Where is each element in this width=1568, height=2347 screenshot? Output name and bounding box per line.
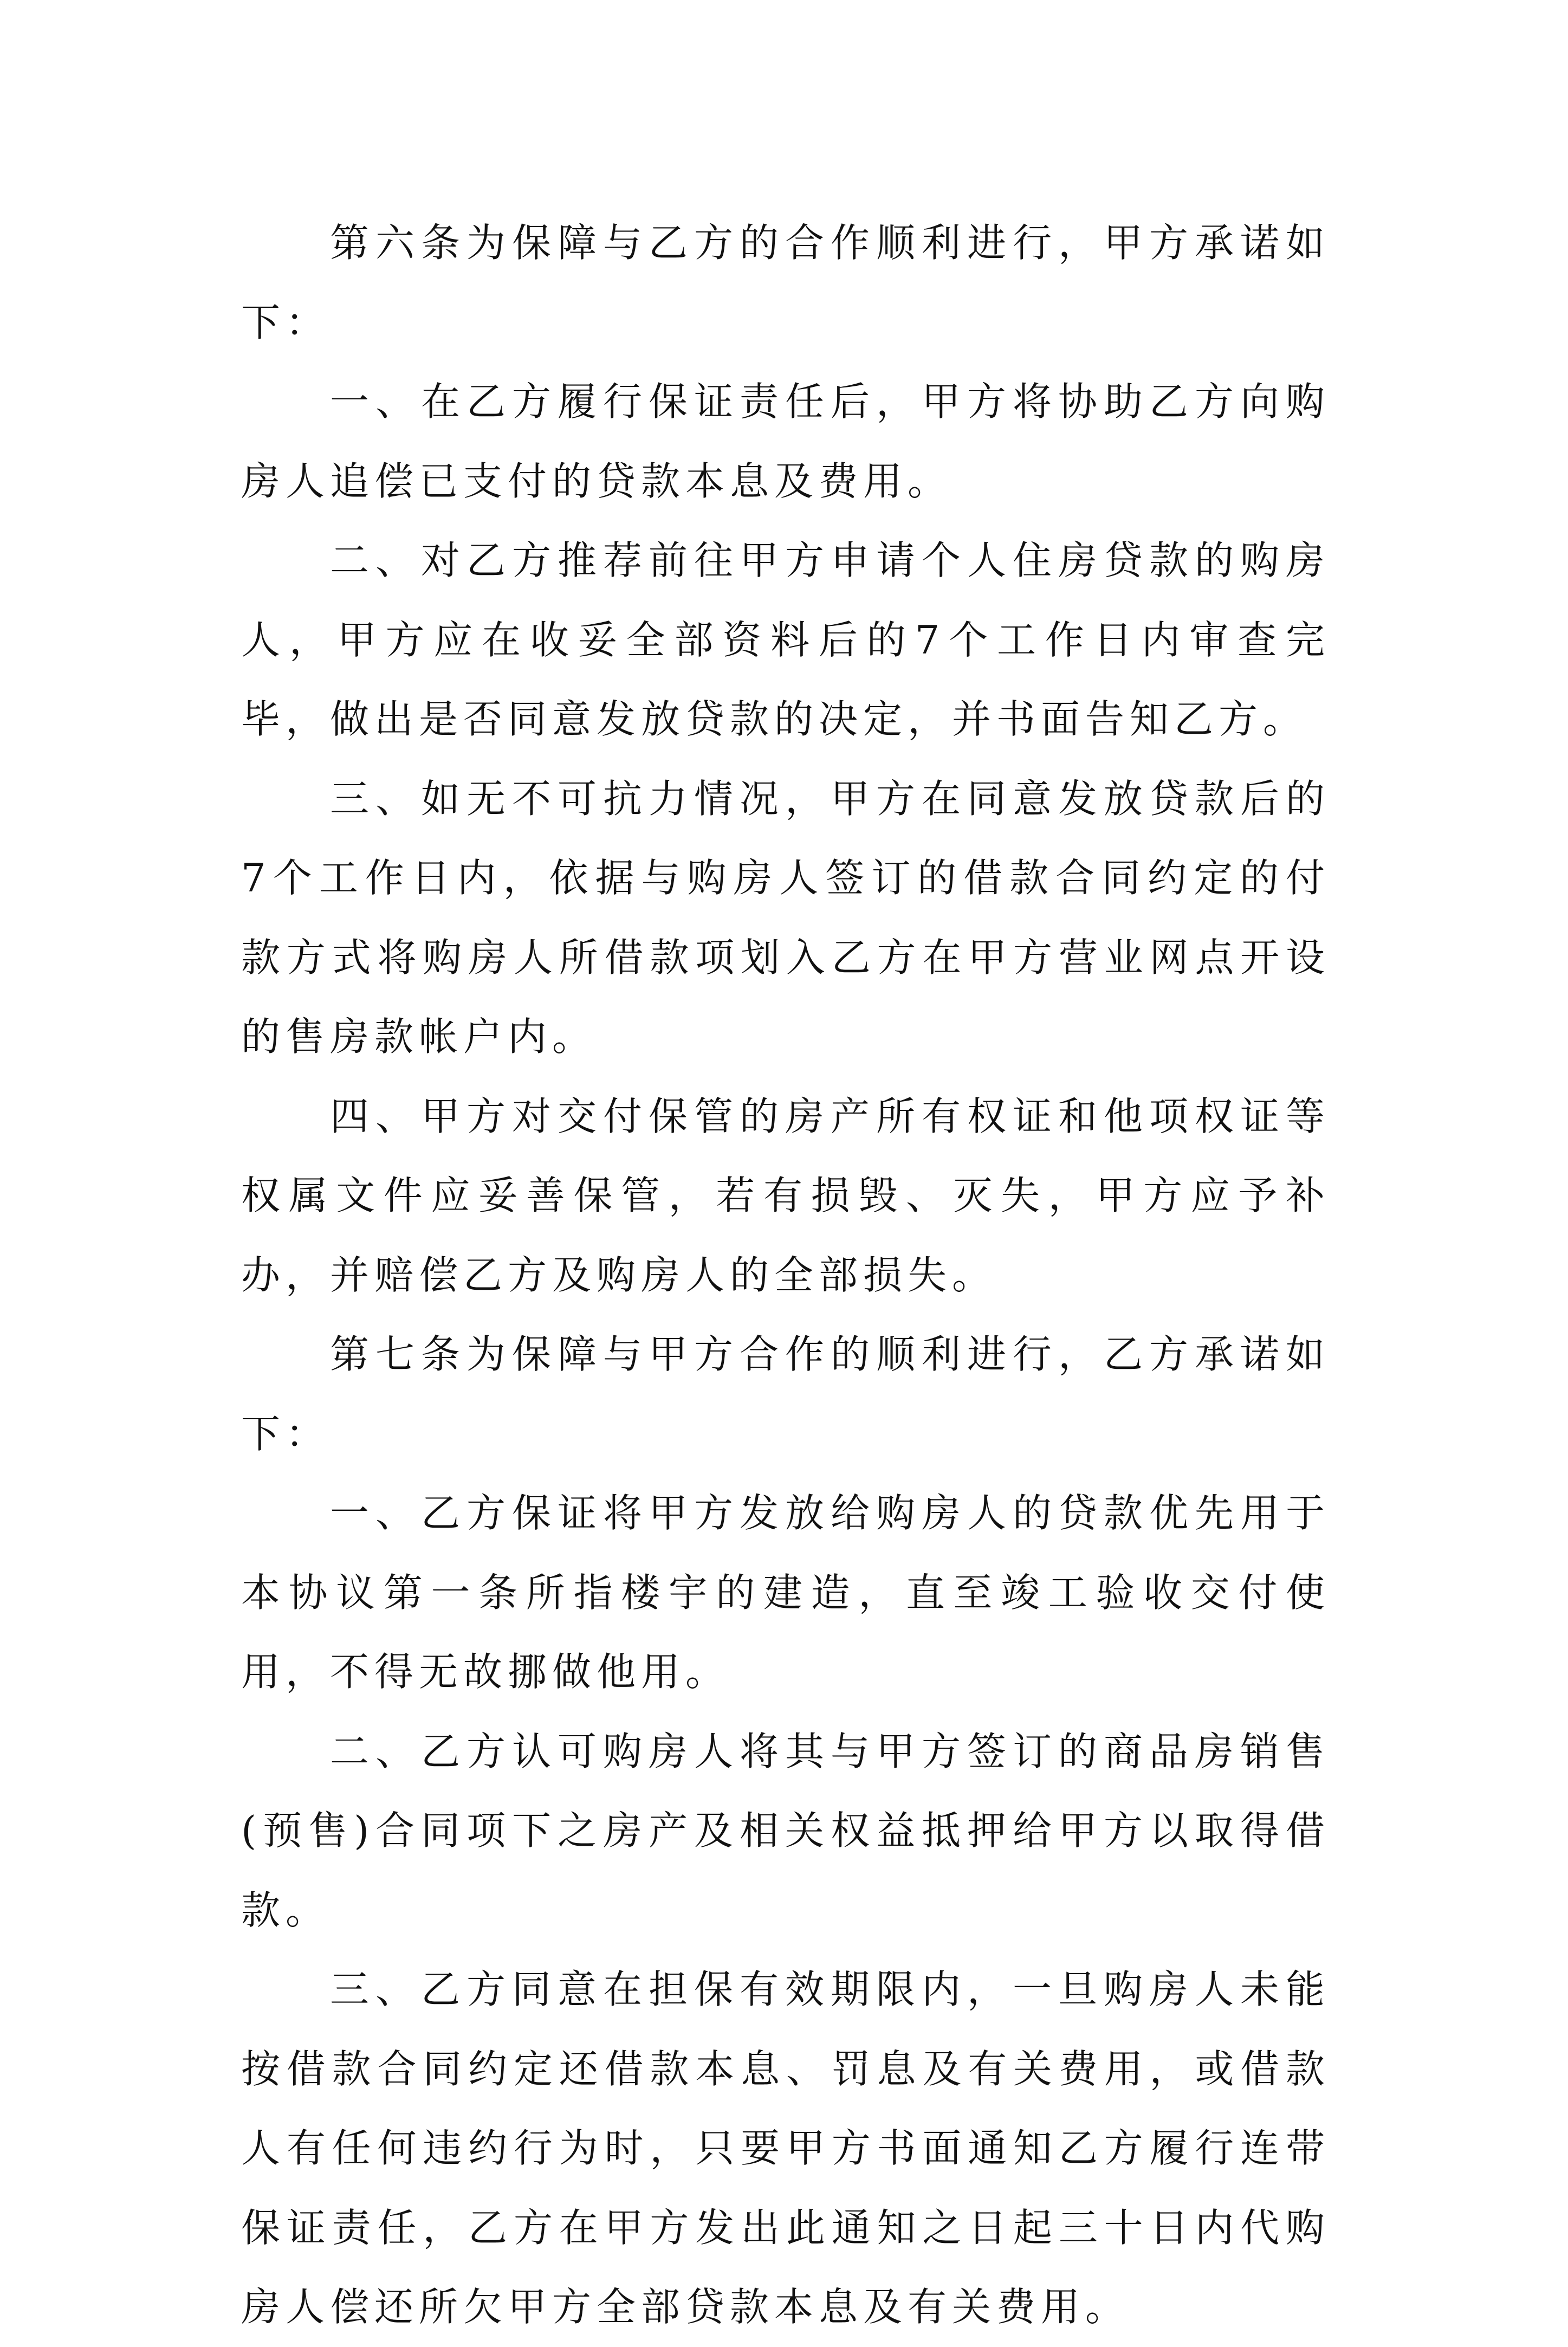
- article-7-clause-1: 一、乙方保证将甲方发放给购房人的贷款优先用于本协议第一条所指楼宇的建造，直至竣工验收交付使用，不得无故挪做他用。: [241, 1490, 1330, 1695]
- article-7-clause-3: 三、乙方同意在担保有效期限内，一旦购房人未能按借款合同约定还借款本息、罚息及有关费用，或借款人有任何违约行为时，只要甲方书面通知乙方履行连带保证责任，乙方在甲方发出此通知之日起三十日内代购房人偿还所欠甲方全部贷款本息及有关费用。: [241, 1967, 1330, 2330]
- article-6-clause-1: 一、在乙方履行保证责任后，甲方将协助乙方向购房人追偿已支付的贷款本息及费用。: [241, 379, 1330, 504]
- article-6-clause-2: 二、对乙方推荐前往甲方申请个人住房贷款的购房人，甲方应在收妥全部资料后的7个工作日内审查完毕，做出是否同意发放贷款的决定，并书面告知乙方。: [241, 538, 1330, 742]
- article-6-clause-4: 四、甲方对交付保管的房产所有权证和他项权证等权属文件应妥善保管，若有损毁、灭失，甲方应予补办，并赔偿乙方及购房人的全部损失。: [241, 1093, 1330, 1298]
- article-6-heading: 第六条为保障与乙方的合作顺利进行，甲方承诺如下：: [241, 220, 1330, 345]
- article-7-clause-2: 二、乙方认可购房人将其与甲方签订的商品房销售(预售)合同项下之房产及相关权益抵押给甲方以取得借款。: [241, 1728, 1330, 1933]
- article-7-heading: 第七条为保障与甲方合作的顺利进行，乙方承诺如下：: [241, 1331, 1330, 1457]
- article-6-clause-3: 三、如无不可抗力情况，甲方在同意发放贷款后的7个工作日内，依据与购房人签订的借款合同约定的付款方式将购房人所借款项划入乙方在甲方营业网点开设的售房款帐户内。: [241, 775, 1330, 1059]
- document-body: [241, 203, 1330, 2347]
